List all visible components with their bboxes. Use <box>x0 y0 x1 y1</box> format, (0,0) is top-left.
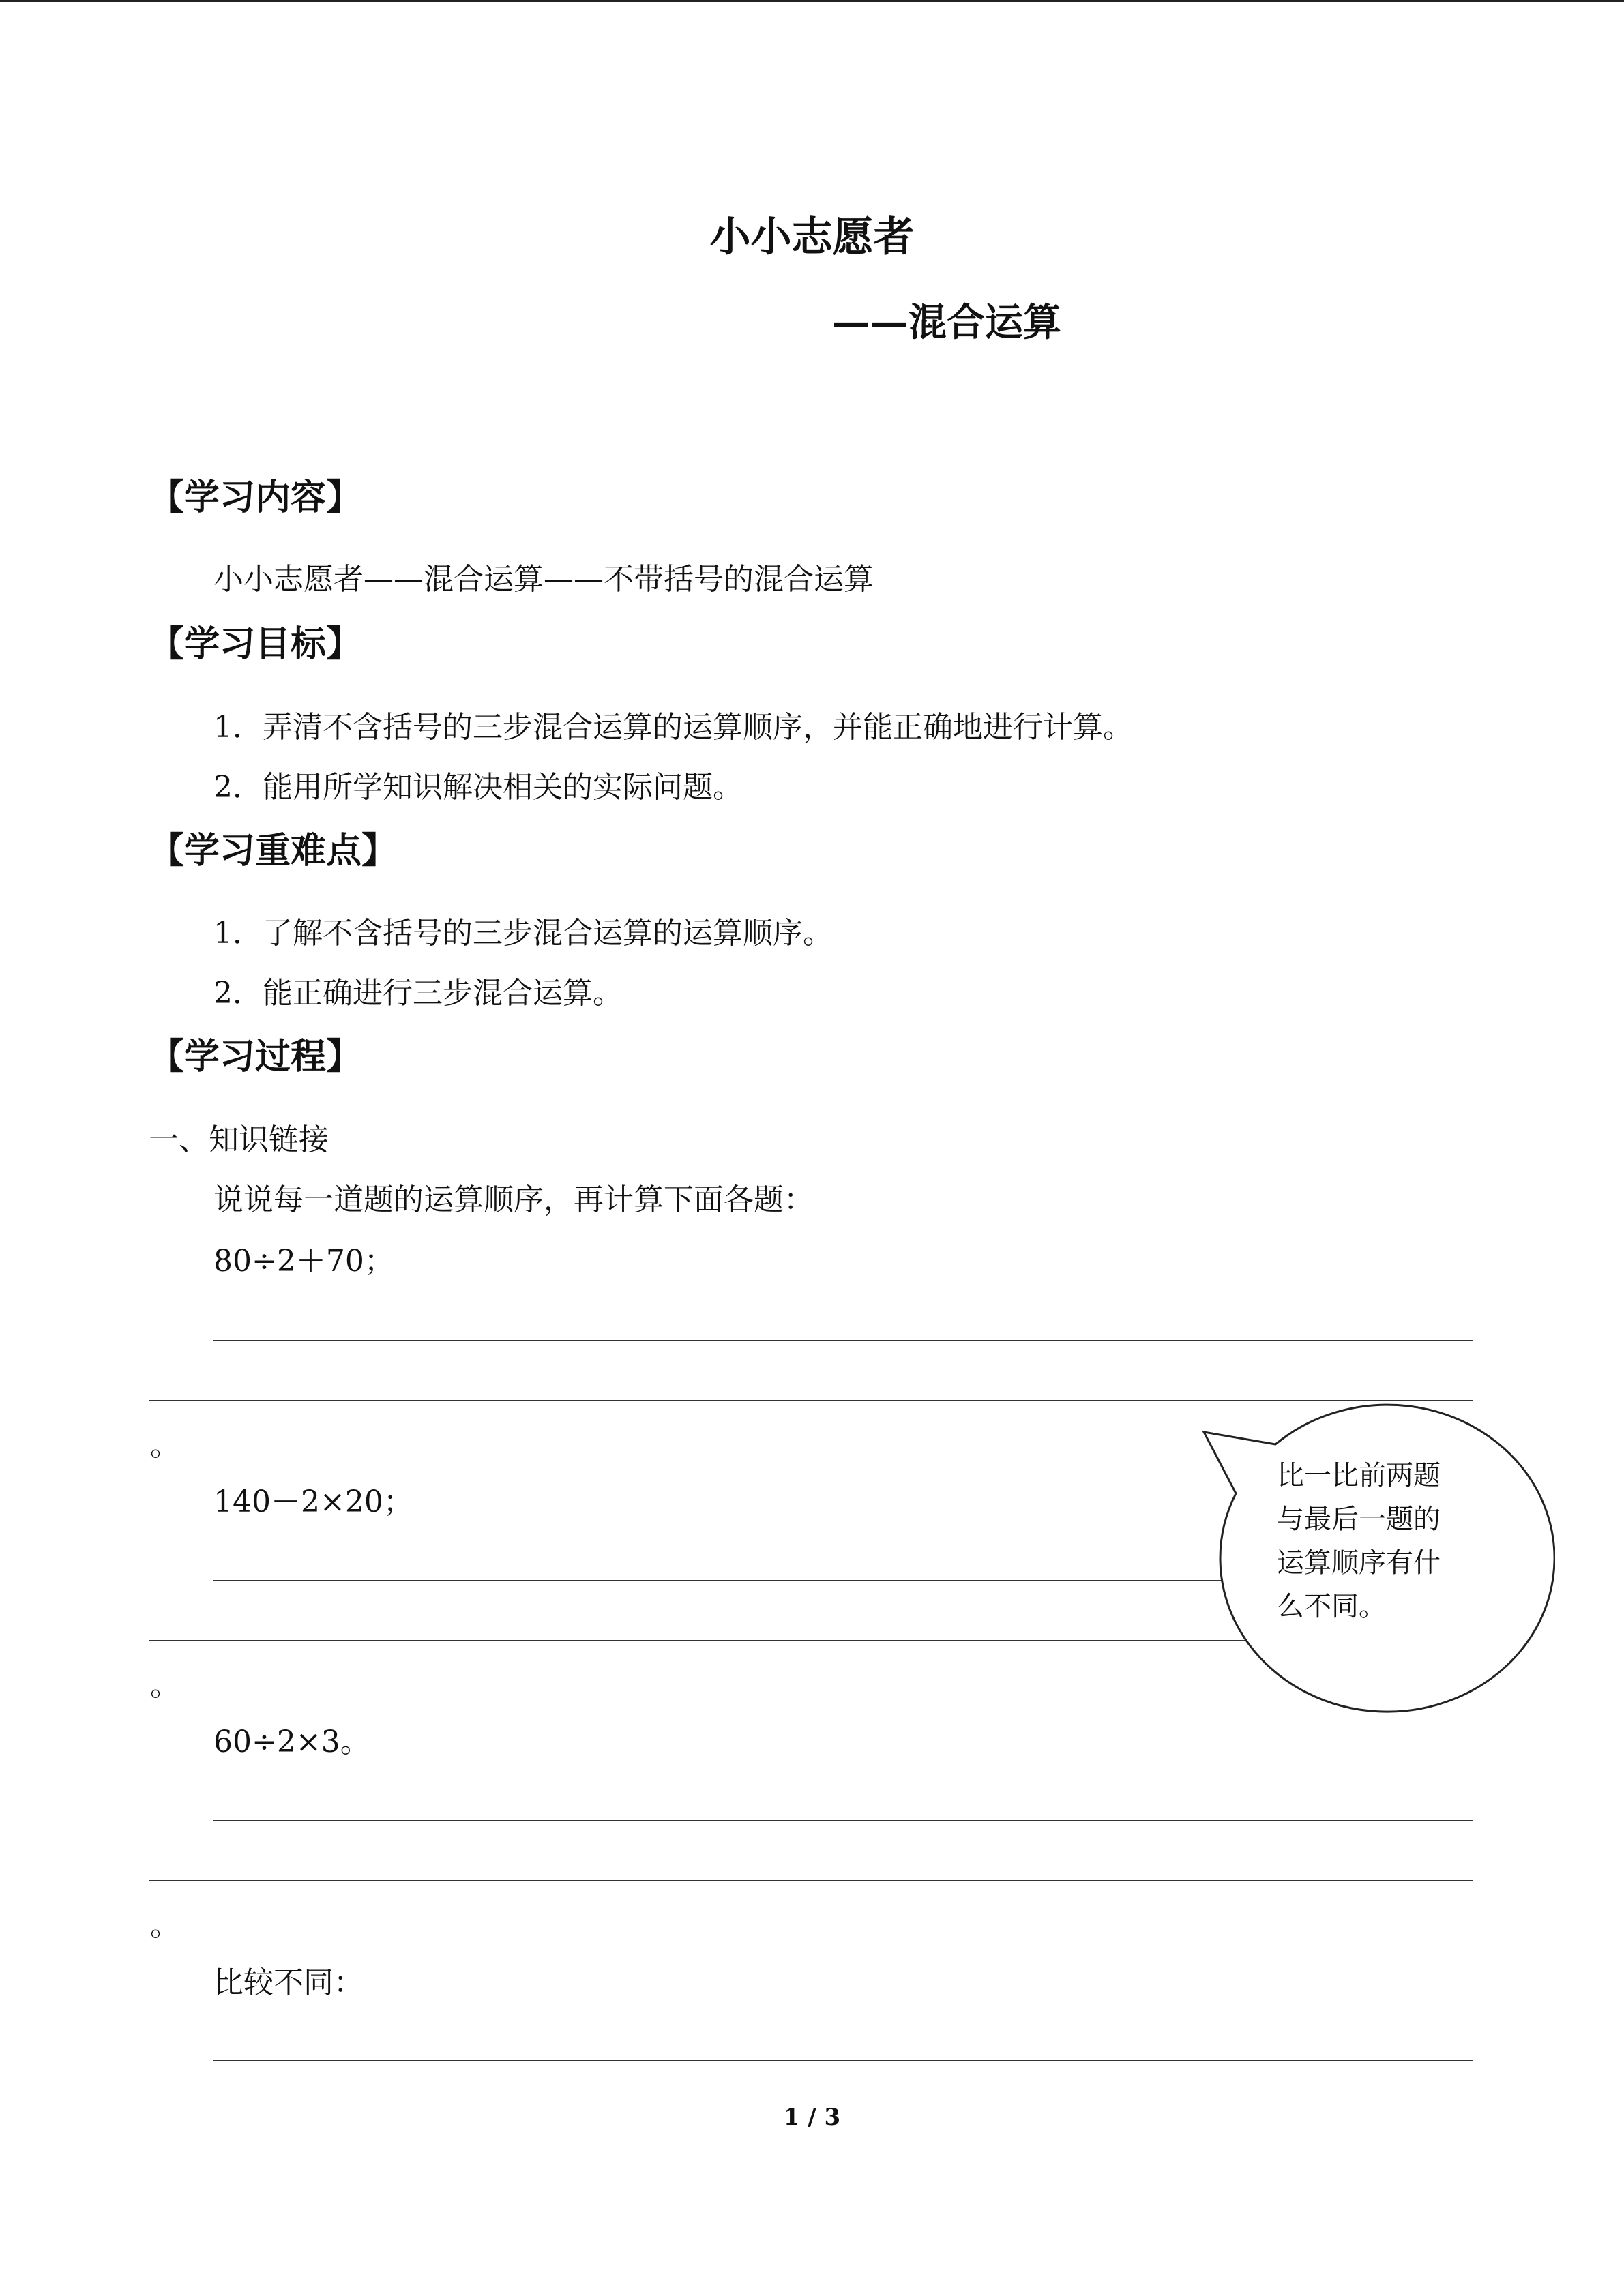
answer-end-mark: 。 <box>150 1428 180 1463</box>
heading-learning-process: 【学习过程】 <box>149 1037 362 1077</box>
answer-line <box>149 1640 1274 1641</box>
top-border <box>0 0 1624 2</box>
exercise-instruction: 说说每一道题的运算顺序，再计算下面各题： <box>213 1182 814 1217</box>
callout-text: 比一比前两题与最后一题的运算顺序有什么不同。 <box>1277 1460 1441 1622</box>
goal-item-1: 1．弄清不含括号的三步混合运算的运算顺序，并能正确地进行计算。 <box>213 710 1133 745</box>
goal-item-2: 2．能用所学知识解决相关的实际问题。 <box>213 770 743 805</box>
answer-line <box>213 2060 1473 2061</box>
key-point-item-1: 1．了解不含括号的三步混合运算的运算顺序。 <box>213 916 833 951</box>
key-point-item-2: 2．能正确进行三步混合运算。 <box>213 976 623 1011</box>
heading-key-points: 【学习重难点】 <box>149 831 398 871</box>
problem-3: 60÷2×3。 <box>213 1725 370 1759</box>
learning-content-text: 小小志愿者——混合运算——不带括号的混合运算 <box>213 562 874 597</box>
answer-line <box>149 1880 1473 1881</box>
answer-line <box>213 1580 1223 1581</box>
page-number: 1 / 3 <box>783 2104 841 2131</box>
problem-2: 140－2×20； <box>213 1485 413 1519</box>
answer-end-mark: 。 <box>150 1668 180 1703</box>
heading-learning-goals: 【学习目标】 <box>149 624 362 665</box>
answer-line <box>213 1820 1473 1821</box>
page-subtitle: ——混合运算 <box>832 301 1061 345</box>
answer-line <box>213 1340 1473 1341</box>
heading-learning-content: 【学习内容】 <box>149 477 362 518</box>
part1-title: 一、知识链接 <box>149 1122 329 1157</box>
problem-1: 80÷2＋70； <box>213 1244 394 1279</box>
answer-end-mark: 。 <box>150 1908 180 1943</box>
page-title: 小小志愿者 <box>709 213 915 261</box>
compare-label: 比较不同： <box>213 1965 364 2000</box>
